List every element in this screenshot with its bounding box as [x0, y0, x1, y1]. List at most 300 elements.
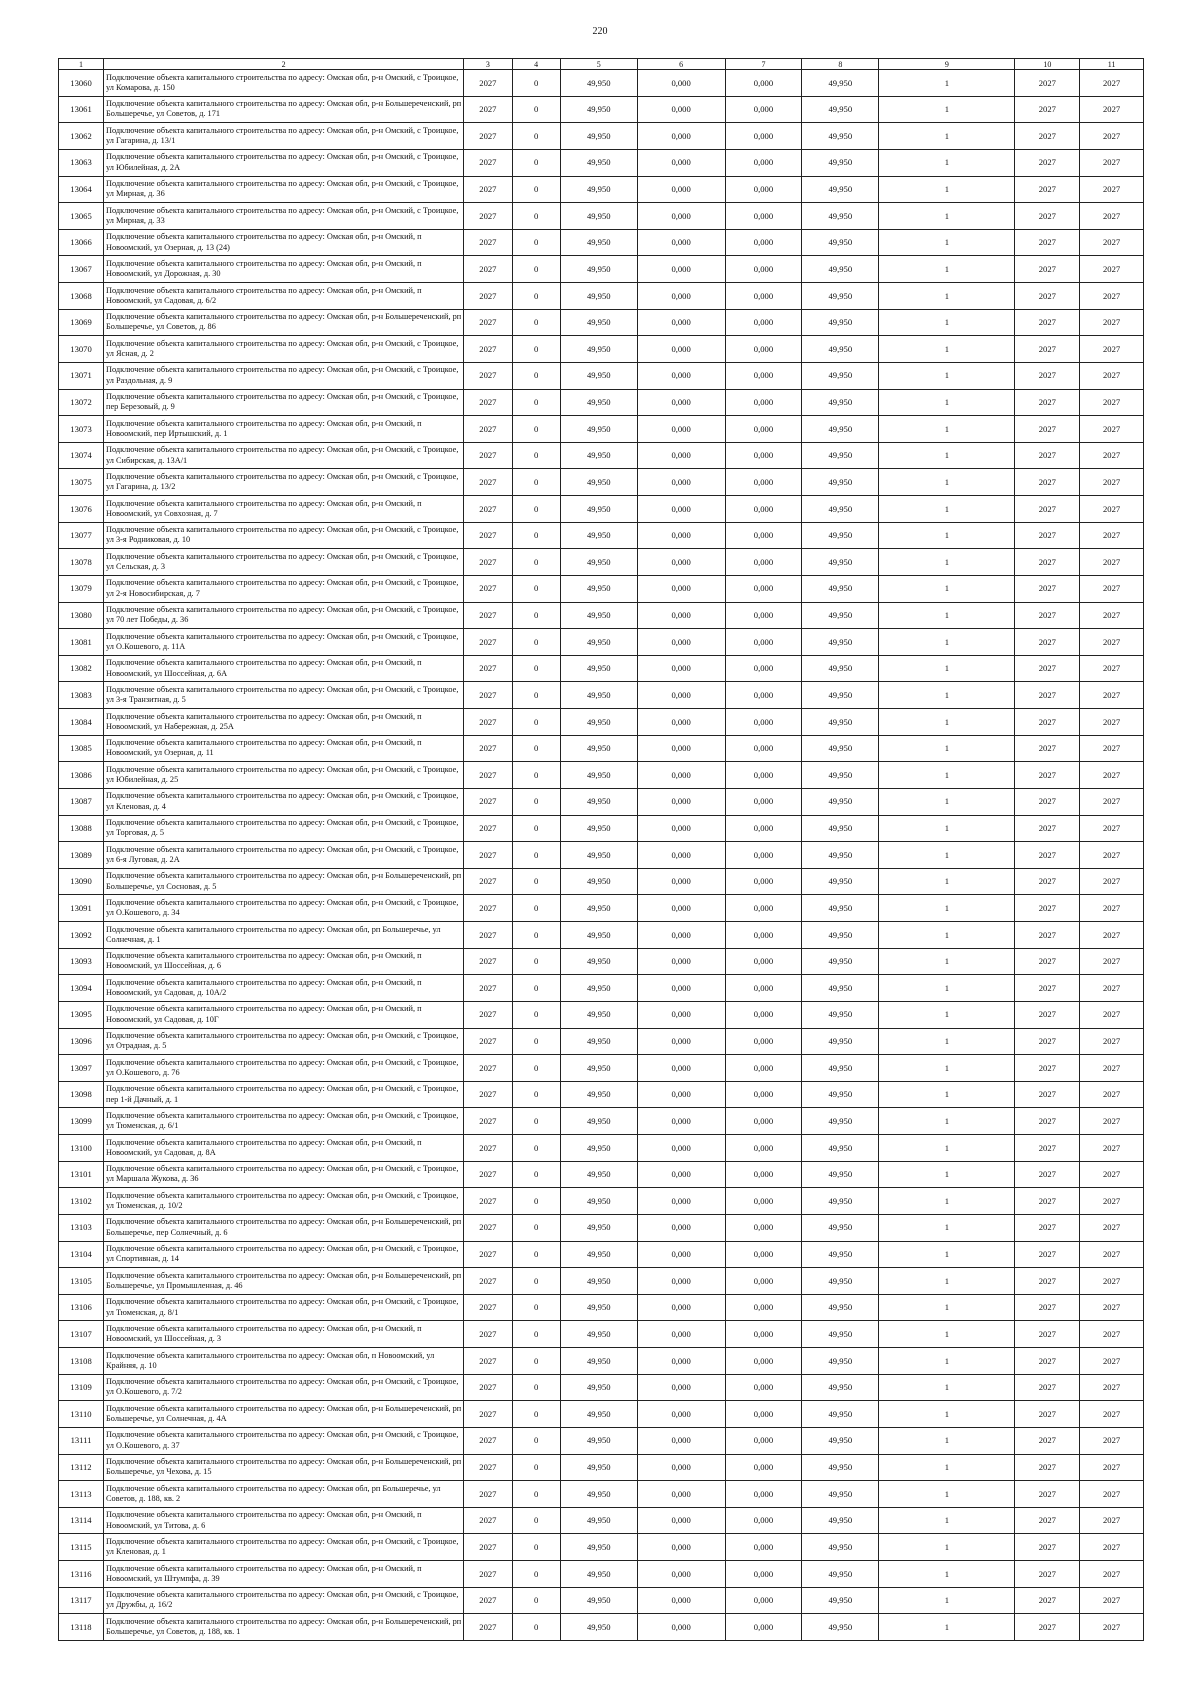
value-col-8-cell: 49,950	[802, 1401, 879, 1428]
table-row	[59, 975, 1144, 1002]
value-col-7-cell: 0,000	[725, 762, 802, 789]
value-col-8-cell: 49,950	[802, 309, 879, 336]
table-row	[59, 682, 1144, 709]
object-description-cell: Подключение объекта капитального строительства по адресу: Омская обл, р-н Омский, с Троицкое, ул О.Кошевого, д. 7/2	[104, 1374, 464, 1401]
value-col-6-cell: 0,000	[637, 389, 725, 416]
value-col-5-cell: 49,950	[560, 1081, 637, 1108]
year-col-10-cell: 2027	[1015, 975, 1080, 1002]
value-col-4-cell: 0	[512, 868, 560, 895]
value-col-6-cell: 0,000	[637, 176, 725, 203]
value-col-7-cell: 0,000	[725, 522, 802, 549]
year-col-10-cell: 2027	[1015, 256, 1080, 283]
year-col-11-cell: 2027	[1080, 1454, 1144, 1481]
row-id-cell: 13082	[59, 655, 104, 682]
value-col-4-cell: 0	[512, 1587, 560, 1614]
object-description-cell: Подключение объекта капитального строительства по адресу: Омская обл, р-н Омский, с Троицкое, ул Маршала Жукова, д. 36	[104, 1161, 464, 1188]
year-start-cell: 2027	[464, 709, 512, 736]
year-col-11-cell: 2027	[1080, 1534, 1144, 1561]
year-col-10-cell: 2027	[1015, 575, 1080, 602]
object-description-cell: Подключение объекта капитального строительства по адресу: Омская обл, рп Большеречье, ул Солнечная, д. 1	[104, 922, 464, 949]
value-col-9-cell: 1	[879, 709, 1015, 736]
value-col-4-cell: 0	[512, 176, 560, 203]
object-description-cell: Подключение объекта капитального строительства по адресу: Омская обл, р-н Омский, с Троицкое, ул Кленовая, д. 1	[104, 1534, 464, 1561]
value-col-6-cell: 0,000	[637, 1001, 725, 1028]
row-id-cell: 13078	[59, 549, 104, 576]
value-col-9-cell: 1	[879, 1481, 1015, 1508]
value-col-6-cell: 0,000	[637, 309, 725, 336]
value-col-6-cell: 0,000	[637, 1454, 725, 1481]
year-col-10-cell: 2027	[1015, 389, 1080, 416]
value-col-5-cell: 49,950	[560, 1401, 637, 1428]
row-id-cell: 13103	[59, 1214, 104, 1241]
year-col-10-cell: 2027	[1015, 176, 1080, 203]
object-description-cell: Подключение объекта капитального строительства по адресу: Омская обл, рп Большеречье, ул Советов, д. 188, кв. 2	[104, 1481, 464, 1508]
value-col-5-cell: 49,950	[560, 203, 637, 230]
value-col-7-cell: 0,000	[725, 123, 802, 150]
value-col-5-cell: 49,950	[560, 549, 637, 576]
value-col-4-cell: 0	[512, 948, 560, 975]
value-col-4-cell: 0	[512, 1374, 560, 1401]
year-start-cell: 2027	[464, 1481, 512, 1508]
value-col-5-cell: 49,950	[560, 1481, 637, 1508]
year-start-cell: 2027	[464, 1507, 512, 1534]
year-start-cell: 2027	[464, 70, 512, 97]
object-description-cell: Подключение объекта капитального строительства по адресу: Омская обл, р-н Омский, с Троицкое, ул О.Кошевого, д. 76	[104, 1055, 464, 1082]
table-row	[59, 868, 1144, 895]
table-row	[59, 442, 1144, 469]
value-col-7-cell: 0,000	[725, 149, 802, 176]
value-col-9-cell: 1	[879, 469, 1015, 496]
table-row	[59, 735, 1144, 762]
year-col-10-cell: 2027	[1015, 522, 1080, 549]
year-col-10-cell: 2027	[1015, 1241, 1080, 1268]
value-col-4-cell: 0	[512, 1188, 560, 1215]
row-id-cell: 13066	[59, 229, 104, 256]
year-col-11-cell: 2027	[1080, 1268, 1144, 1295]
year-start-cell: 2027	[464, 975, 512, 1002]
value-col-8-cell: 49,950	[802, 362, 879, 389]
value-col-4-cell: 0	[512, 1454, 560, 1481]
value-col-5-cell: 49,950	[560, 496, 637, 523]
table-row	[59, 1374, 1144, 1401]
year-col-10-cell: 2027	[1015, 96, 1080, 123]
year-col-10-cell: 2027	[1015, 895, 1080, 922]
value-col-9-cell: 1	[879, 70, 1015, 97]
year-col-11-cell: 2027	[1080, 496, 1144, 523]
value-col-9-cell: 1	[879, 1055, 1015, 1082]
year-col-10-cell: 2027	[1015, 1055, 1080, 1082]
value-col-9-cell: 1	[879, 975, 1015, 1002]
year-start-cell: 2027	[464, 96, 512, 123]
year-col-11-cell: 2027	[1080, 655, 1144, 682]
year-col-11-cell: 2027	[1080, 1587, 1144, 1614]
year-col-11-cell: 2027	[1080, 895, 1144, 922]
object-description-cell: Подключение объекта капитального строительства по адресу: Омская обл, р-н Омский, с Троицкое, пер 1-й Дачный, д. 1	[104, 1081, 464, 1108]
year-col-10-cell: 2027	[1015, 1001, 1080, 1028]
year-col-11-cell: 2027	[1080, 442, 1144, 469]
value-col-8-cell: 49,950	[802, 1348, 879, 1375]
year-col-11-cell: 2027	[1080, 549, 1144, 576]
value-col-4-cell: 0	[512, 1135, 560, 1162]
value-col-8-cell: 49,950	[802, 842, 879, 869]
year-start-cell: 2027	[464, 1241, 512, 1268]
value-col-5-cell: 49,950	[560, 1161, 637, 1188]
value-col-8-cell: 49,950	[802, 948, 879, 975]
object-description-cell: Подключение объекта капитального строительства по адресу: Омская обл, р-н Большереченский, рп Большеречье, ул Советов, д. 86	[104, 309, 464, 336]
value-col-7-cell: 0,000	[725, 1108, 802, 1135]
year-col-10-cell: 2027	[1015, 336, 1080, 363]
value-col-7-cell: 0,000	[725, 389, 802, 416]
year-col-10-cell: 2027	[1015, 1454, 1080, 1481]
table-row	[59, 176, 1144, 203]
year-start-cell: 2027	[464, 842, 512, 869]
year-col-10-cell: 2027	[1015, 1427, 1080, 1454]
object-description-cell: Подключение объекта капитального строительства по адресу: Омская обл, р-н Омский, с Троицкое, ул Юбилейная, д. 2А	[104, 149, 464, 176]
object-description-cell: Подключение объекта капитального строительства по адресу: Омская обл, р-н Большереченский, рп Большеречье, ул Советов, д. 188, кв. 1	[104, 1614, 464, 1641]
year-col-10-cell: 2027	[1015, 1188, 1080, 1215]
value-col-6-cell: 0,000	[637, 283, 725, 310]
row-id-cell: 13110	[59, 1401, 104, 1428]
value-col-7-cell: 0,000	[725, 416, 802, 443]
value-col-9-cell: 1	[879, 1534, 1015, 1561]
value-col-7-cell: 0,000	[725, 842, 802, 869]
value-col-7-cell: 0,000	[725, 1028, 802, 1055]
row-id-cell: 13085	[59, 735, 104, 762]
value-col-6-cell: 0,000	[637, 1534, 725, 1561]
value-col-7-cell: 0,000	[725, 922, 802, 949]
value-col-4-cell: 0	[512, 975, 560, 1002]
value-col-4-cell: 0	[512, 389, 560, 416]
value-col-6-cell: 0,000	[637, 1401, 725, 1428]
value-col-4-cell: 0	[512, 1507, 560, 1534]
value-col-9-cell: 1	[879, 735, 1015, 762]
value-col-6-cell: 0,000	[637, 1507, 725, 1534]
year-start-cell: 2027	[464, 948, 512, 975]
value-col-8-cell: 49,950	[802, 1161, 879, 1188]
value-col-7-cell: 0,000	[725, 1055, 802, 1082]
year-col-10-cell: 2027	[1015, 922, 1080, 949]
value-col-6-cell: 0,000	[637, 549, 725, 576]
value-col-5-cell: 49,950	[560, 842, 637, 869]
year-col-10-cell: 2027	[1015, 735, 1080, 762]
value-col-5-cell: 49,950	[560, 1348, 637, 1375]
value-col-7-cell: 0,000	[725, 70, 802, 97]
year-start-cell: 2027	[464, 256, 512, 283]
year-start-cell: 2027	[464, 1401, 512, 1428]
object-description-cell: Подключение объекта капитального строительства по адресу: Омская обл, р-н Большереченский, рп Большеречье, ул Солнечная, д. 4А	[104, 1401, 464, 1428]
value-col-4-cell: 0	[512, 762, 560, 789]
value-col-5-cell: 49,950	[560, 283, 637, 310]
value-col-8-cell: 49,950	[802, 1028, 879, 1055]
value-col-7-cell: 0,000	[725, 975, 802, 1002]
row-id-cell: 13067	[59, 256, 104, 283]
value-col-5-cell: 49,950	[560, 709, 637, 736]
year-col-10-cell: 2027	[1015, 762, 1080, 789]
value-col-9-cell: 1	[879, 1214, 1015, 1241]
value-col-5-cell: 49,950	[560, 389, 637, 416]
value-col-8-cell: 49,950	[802, 1614, 879, 1641]
year-start-cell: 2027	[464, 1108, 512, 1135]
year-start-cell: 2027	[464, 575, 512, 602]
table-row	[59, 362, 1144, 389]
value-col-8-cell: 49,950	[802, 575, 879, 602]
value-col-4-cell: 0	[512, 416, 560, 443]
year-col-11-cell: 2027	[1080, 1427, 1144, 1454]
value-col-9-cell: 1	[879, 1108, 1015, 1135]
value-col-7-cell: 0,000	[725, 1481, 802, 1508]
year-col-11-cell: 2027	[1080, 975, 1144, 1002]
year-start-cell: 2027	[464, 496, 512, 523]
connections-table	[58, 58, 1144, 1641]
value-col-4-cell: 0	[512, 629, 560, 656]
value-col-4-cell: 0	[512, 283, 560, 310]
value-col-4-cell: 0	[512, 709, 560, 736]
value-col-6-cell: 0,000	[637, 256, 725, 283]
object-description-cell: Подключение объекта капитального строительства по адресу: Омская обл, р-н Омский, с Троицкое, ул 70 лет Победы, д. 36	[104, 602, 464, 629]
table-row	[59, 96, 1144, 123]
value-col-7-cell: 0,000	[725, 203, 802, 230]
value-col-4-cell: 0	[512, 1534, 560, 1561]
year-start-cell: 2027	[464, 442, 512, 469]
value-col-8-cell: 49,950	[802, 1507, 879, 1534]
table-row	[59, 1108, 1144, 1135]
value-col-4-cell: 0	[512, 256, 560, 283]
value-col-4-cell: 0	[512, 1268, 560, 1295]
value-col-4-cell: 0	[512, 442, 560, 469]
year-start-cell: 2027	[464, 309, 512, 336]
value-col-4-cell: 0	[512, 575, 560, 602]
year-col-10-cell: 2027	[1015, 788, 1080, 815]
value-col-9-cell: 1	[879, 149, 1015, 176]
value-col-8-cell: 49,950	[802, 1241, 879, 1268]
value-col-9-cell: 1	[879, 442, 1015, 469]
value-col-5-cell: 49,950	[560, 1055, 637, 1082]
object-description-cell: Подключение объекта капитального строительства по адресу: Омская обл, р-н Омский, с Троицкое, ул Мирная, д. 33	[104, 203, 464, 230]
year-col-10-cell: 2027	[1015, 1321, 1080, 1348]
year-col-11-cell: 2027	[1080, 362, 1144, 389]
year-start-cell: 2027	[464, 1135, 512, 1162]
row-id-cell: 13071	[59, 362, 104, 389]
object-description-cell: Подключение объекта капитального строительства по адресу: Омская обл, р-н Омский, с Троицкое, ул Тюменская, д. 8/1	[104, 1294, 464, 1321]
value-col-8-cell: 49,950	[802, 895, 879, 922]
table-row	[59, 1481, 1144, 1508]
value-col-7-cell: 0,000	[725, 868, 802, 895]
value-col-4-cell: 0	[512, 149, 560, 176]
value-col-6-cell: 0,000	[637, 1481, 725, 1508]
year-col-11-cell: 2027	[1080, 123, 1144, 150]
table-row	[59, 1507, 1144, 1534]
row-id-cell: 13106	[59, 1294, 104, 1321]
value-col-6-cell: 0,000	[637, 629, 725, 656]
value-col-7-cell: 0,000	[725, 1374, 802, 1401]
value-col-8-cell: 49,950	[802, 1108, 879, 1135]
year-start-cell: 2027	[464, 1081, 512, 1108]
year-col-11-cell: 2027	[1080, 788, 1144, 815]
table-row	[59, 123, 1144, 150]
table-row	[59, 256, 1144, 283]
year-col-10-cell: 2027	[1015, 1401, 1080, 1428]
value-col-9-cell: 1	[879, 1188, 1015, 1215]
year-col-10-cell: 2027	[1015, 362, 1080, 389]
row-id-cell: 13113	[59, 1481, 104, 1508]
year-col-11-cell: 2027	[1080, 70, 1144, 97]
year-col-10-cell: 2027	[1015, 1348, 1080, 1375]
year-col-10-cell: 2027	[1015, 682, 1080, 709]
value-col-6-cell: 0,000	[637, 1055, 725, 1082]
value-col-8-cell: 49,950	[802, 283, 879, 310]
table-row	[59, 1055, 1144, 1082]
value-col-5-cell: 49,950	[560, 336, 637, 363]
value-col-4-cell: 0	[512, 522, 560, 549]
value-col-7-cell: 0,000	[725, 575, 802, 602]
table-row	[59, 309, 1144, 336]
object-description-cell: Подключение объекта капитального строительства по адресу: Омская обл, р-н Омский, с Троицкое, ул Раздольная, д. 9	[104, 362, 464, 389]
value-col-8-cell: 49,950	[802, 975, 879, 1002]
table-row	[59, 283, 1144, 310]
year-start-cell: 2027	[464, 735, 512, 762]
value-col-7-cell: 0,000	[725, 283, 802, 310]
value-col-4-cell: 0	[512, 309, 560, 336]
value-col-4-cell: 0	[512, 1401, 560, 1428]
column-header-5: 5	[560, 59, 637, 70]
object-description-cell: Подключение объекта капитального строительства по адресу: Омская обл, р-н Омский, с Троицкое, пер Березовый, д. 9	[104, 389, 464, 416]
value-col-4-cell: 0	[512, 123, 560, 150]
value-col-8-cell: 49,950	[802, 788, 879, 815]
value-col-6-cell: 0,000	[637, 655, 725, 682]
value-col-9-cell: 1	[879, 1614, 1015, 1641]
value-col-9-cell: 1	[879, 336, 1015, 363]
object-description-cell: Подключение объекта капитального строительства по адресу: Омская обл, р-н Омский, п Новоомский, ул Садовая, д. 6/2	[104, 283, 464, 310]
row-id-cell: 13069	[59, 309, 104, 336]
year-start-cell: 2027	[464, 229, 512, 256]
row-id-cell: 13084	[59, 709, 104, 736]
value-col-8-cell: 49,950	[802, 868, 879, 895]
value-col-5-cell: 49,950	[560, 469, 637, 496]
object-description-cell: Подключение объекта капитального строительства по адресу: Омская обл, р-н Большереченский, рп Большеречье, ул Сосновая, д. 5	[104, 868, 464, 895]
value-col-8-cell: 49,950	[802, 496, 879, 523]
year-col-11-cell: 2027	[1080, 922, 1144, 949]
value-col-9-cell: 1	[879, 815, 1015, 842]
year-col-11-cell: 2027	[1080, 149, 1144, 176]
value-col-7-cell: 0,000	[725, 1214, 802, 1241]
value-col-6-cell: 0,000	[637, 948, 725, 975]
value-col-7-cell: 0,000	[725, 1614, 802, 1641]
value-col-6-cell: 0,000	[637, 229, 725, 256]
object-description-cell: Подключение объекта капитального строительства по адресу: Омская обл, р-н Большереченский, рп Большеречье, ул Промышленная, д. 46	[104, 1268, 464, 1295]
value-col-6-cell: 0,000	[637, 735, 725, 762]
table-row	[59, 549, 1144, 576]
year-start-cell: 2027	[464, 389, 512, 416]
table-row	[59, 203, 1144, 230]
year-col-11-cell: 2027	[1080, 1135, 1144, 1162]
object-description-cell: Подключение объекта капитального строительства по адресу: Омская обл, р-н Омский, п Новоомский, ул Шоссейная, д. 6А	[104, 655, 464, 682]
year-col-10-cell: 2027	[1015, 1108, 1080, 1135]
value-col-8-cell: 49,950	[802, 149, 879, 176]
value-col-4-cell: 0	[512, 1214, 560, 1241]
value-col-8-cell: 49,950	[802, 336, 879, 363]
year-col-11-cell: 2027	[1080, 1001, 1144, 1028]
row-id-cell: 13061	[59, 96, 104, 123]
year-col-11-cell: 2027	[1080, 735, 1144, 762]
table-row	[59, 575, 1144, 602]
object-description-cell: Подключение объекта капитального строительства по адресу: Омская обл, р-н Омский, п Новоомский, ул Садовая, д. 10Г	[104, 1001, 464, 1028]
object-description-cell: Подключение объекта капитального строительства по адресу: Омская обл, п Новоомский, ул Крайняя, д. 10	[104, 1348, 464, 1375]
year-col-11-cell: 2027	[1080, 389, 1144, 416]
object-description-cell: Подключение объекта капитального строительства по адресу: Омская обл, р-н Омский, с Троицкое, ул Гагарина, д. 13/1	[104, 123, 464, 150]
value-col-8-cell: 49,950	[802, 1427, 879, 1454]
value-col-7-cell: 0,000	[725, 362, 802, 389]
value-col-8-cell: 49,950	[802, 389, 879, 416]
value-col-7-cell: 0,000	[725, 1587, 802, 1614]
value-col-7-cell: 0,000	[725, 229, 802, 256]
year-col-11-cell: 2027	[1080, 256, 1144, 283]
year-col-11-cell: 2027	[1080, 1614, 1144, 1641]
table-row	[59, 1135, 1144, 1162]
value-col-6-cell: 0,000	[637, 1321, 725, 1348]
table-row	[59, 149, 1144, 176]
row-id-cell: 13104	[59, 1241, 104, 1268]
value-col-7-cell: 0,000	[725, 1348, 802, 1375]
table-row	[59, 1454, 1144, 1481]
row-id-cell: 13086	[59, 762, 104, 789]
value-col-9-cell: 1	[879, 549, 1015, 576]
value-col-6-cell: 0,000	[637, 70, 725, 97]
value-col-7-cell: 0,000	[725, 1534, 802, 1561]
value-col-5-cell: 49,950	[560, 442, 637, 469]
year-col-10-cell: 2027	[1015, 1561, 1080, 1588]
year-col-11-cell: 2027	[1080, 1214, 1144, 1241]
value-col-5-cell: 49,950	[560, 70, 637, 97]
value-col-9-cell: 1	[879, 1241, 1015, 1268]
object-description-cell: Подключение объекта капитального строительства по адресу: Омская обл, р-н Омский, с Троицкое, ул Юбилейная, д. 25	[104, 762, 464, 789]
year-start-cell: 2027	[464, 1561, 512, 1588]
value-col-5-cell: 49,950	[560, 1001, 637, 1028]
row-id-cell: 13073	[59, 416, 104, 443]
object-description-cell: Подключение объекта капитального строительства по адресу: Омская обл, р-н Омский, п Новоомский, ул Совхозная, д. 7	[104, 496, 464, 523]
value-col-4-cell: 0	[512, 842, 560, 869]
value-col-5-cell: 49,950	[560, 1321, 637, 1348]
row-id-cell: 13117	[59, 1587, 104, 1614]
year-col-10-cell: 2027	[1015, 842, 1080, 869]
column-header-8: 8	[802, 59, 879, 70]
row-id-cell: 13090	[59, 868, 104, 895]
table-row	[59, 469, 1144, 496]
table-row	[59, 1081, 1144, 1108]
object-description-cell: Подключение объекта капитального строительства по адресу: Омская обл, р-н Омский, п Новоомский, ул Дорожная, д. 30	[104, 256, 464, 283]
year-start-cell: 2027	[464, 1348, 512, 1375]
year-start-cell: 2027	[464, 1294, 512, 1321]
year-col-11-cell: 2027	[1080, 1561, 1144, 1588]
value-col-4-cell: 0	[512, 1614, 560, 1641]
row-id-cell: 13099	[59, 1108, 104, 1135]
value-col-5-cell: 49,950	[560, 1534, 637, 1561]
table-row	[59, 629, 1144, 656]
year-col-11-cell: 2027	[1080, 709, 1144, 736]
year-start-cell: 2027	[464, 416, 512, 443]
object-description-cell: Подключение объекта капитального строительства по адресу: Омская обл, р-н Омский, с Троицкое, ул Торговая, д. 5	[104, 815, 464, 842]
value-col-8-cell: 49,950	[802, 256, 879, 283]
year-col-11-cell: 2027	[1080, 1055, 1144, 1082]
row-id-cell: 13081	[59, 629, 104, 656]
year-start-cell: 2027	[464, 655, 512, 682]
value-col-5-cell: 49,950	[560, 1188, 637, 1215]
year-col-11-cell: 2027	[1080, 1161, 1144, 1188]
value-col-6-cell: 0,000	[637, 362, 725, 389]
table-row	[59, 1348, 1144, 1375]
object-description-cell: Подключение объекта капитального строительства по адресу: Омская обл, р-н Омский, п Новоомский, ул Титова, д. 6	[104, 1507, 464, 1534]
row-id-cell: 13088	[59, 815, 104, 842]
value-col-7-cell: 0,000	[725, 96, 802, 123]
